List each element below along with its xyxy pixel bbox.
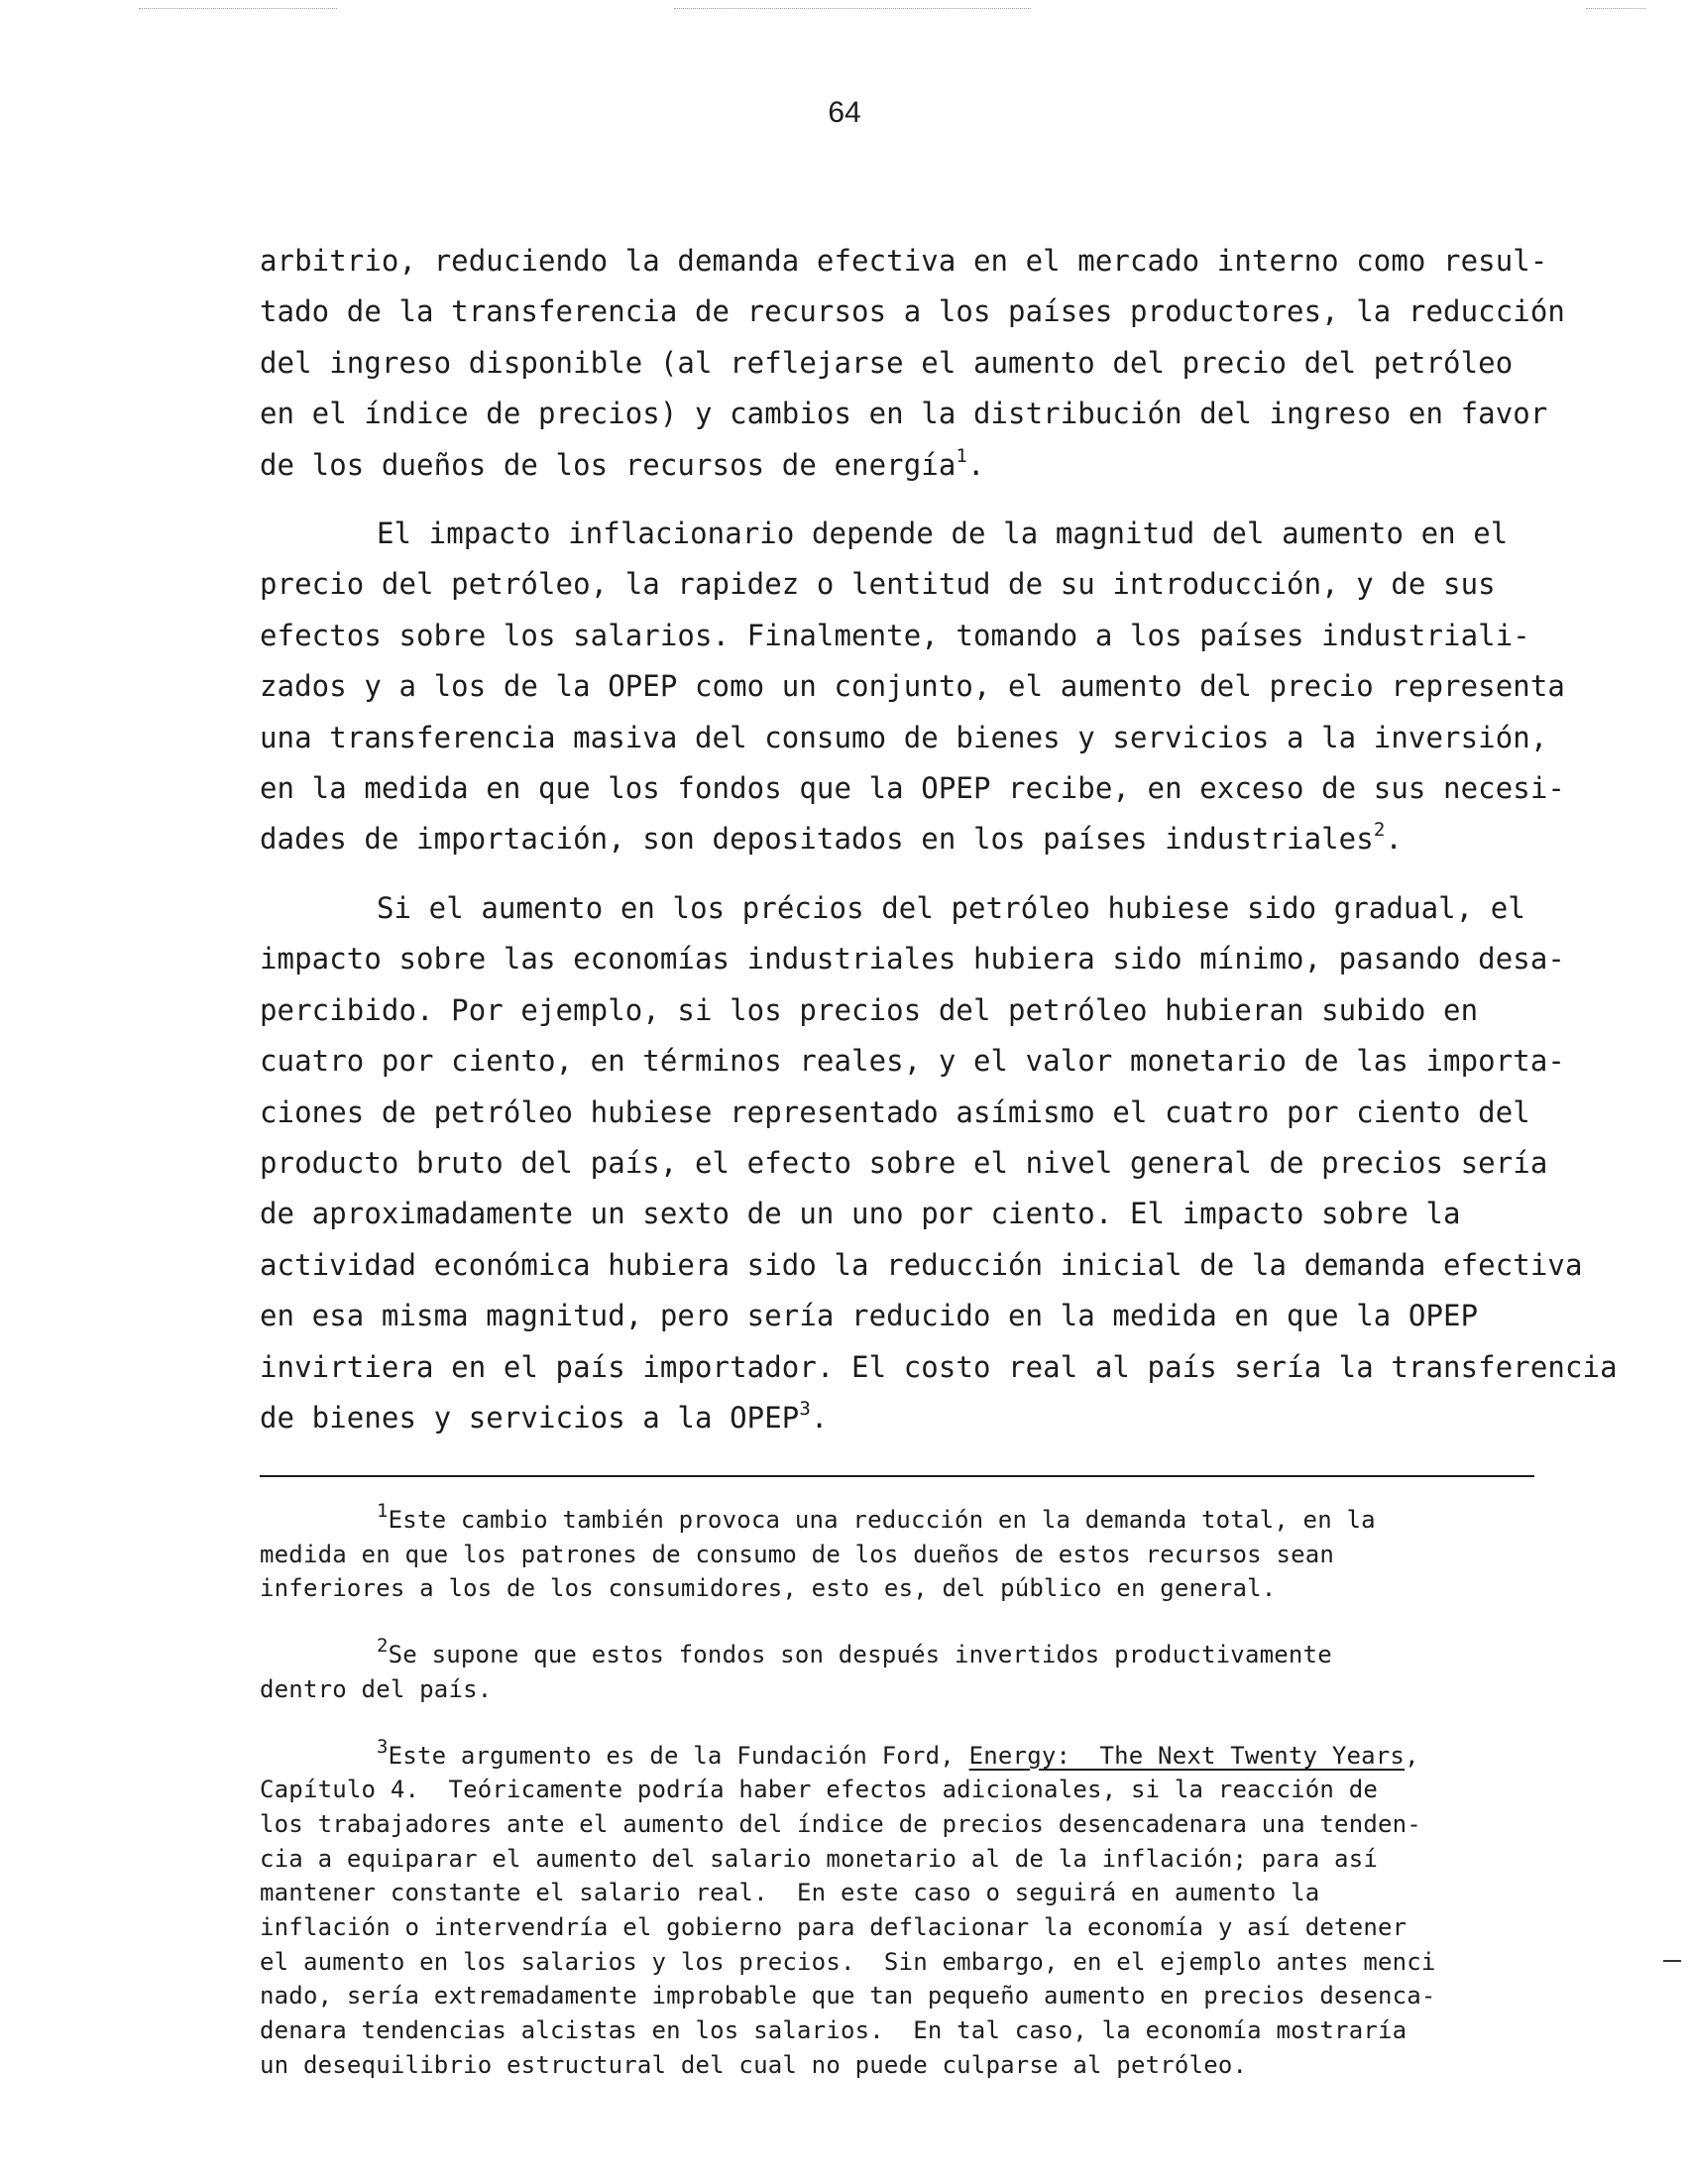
text-line-end: dades de importación, son depositados en los países industriales bbox=[260, 822, 1374, 857]
text-line bbox=[260, 814, 1618, 864]
paragraph-3 bbox=[260, 883, 1618, 1443]
footnote-line: mantener constante el salario real. En este caso o seguirá en aumento la bbox=[260, 1879, 1320, 1907]
text-line bbox=[260, 440, 1618, 491]
footnote-ref: 1 bbox=[956, 444, 967, 467]
text-line: en la medida en que los fondos que la OPEP recibe, en exceso de sus necesi- bbox=[260, 771, 1565, 806]
footnote-ref: 2 bbox=[1373, 819, 1386, 842]
text-line: del ingreso disponible (al reflejarse el aumento del precio del petróleo bbox=[260, 345, 1514, 380]
footnote-line bbox=[260, 1500, 1436, 1538]
footnote-line: dentro del país. bbox=[260, 1674, 493, 1703]
footnote-3 bbox=[260, 1735, 1436, 2083]
text-line: producto bruto del país, el efecto sobre el nivel general de precios sería bbox=[260, 1145, 1548, 1180]
page-number: 64 bbox=[828, 96, 861, 129]
text-line-end: de bienes y servicios a la OPEP bbox=[260, 1400, 800, 1435]
footnote-divider bbox=[260, 1475, 1534, 1477]
footnote-mark: 3 bbox=[377, 1735, 389, 1758]
footnote-line bbox=[260, 1735, 1436, 1774]
footnote-text: Este argumento es de la Fundación Ford, bbox=[388, 1741, 969, 1770]
text-line: arbitrio, reduciendo la demanda efectiva en el mercado interno como resul- bbox=[260, 244, 1548, 278]
footnote-line bbox=[260, 1635, 1436, 1672]
scan-mark-top-right bbox=[1586, 8, 1645, 9]
body-text bbox=[260, 236, 1618, 1461]
text-line: en esa misma magnitud, pero sería reducido en la medida en que la OPEP bbox=[260, 1299, 1479, 1333]
footnote-line: inflación o intervendría el gobierno para deflacionar la economía y así detener bbox=[260, 1913, 1408, 1942]
text-line: invirtiera en el país importador. El costo real al país sería la transferencia bbox=[260, 1349, 1618, 1384]
footnote-line: medida en que los patrones de consumo de los dueños de estos recursos sean bbox=[260, 1540, 1335, 1568]
text-line: percibido. Por ejemplo, si los precios del petróleo hubieran subido en bbox=[260, 992, 1479, 1027]
footnote-ref: 3 bbox=[799, 1397, 811, 1420]
text-line: de aproximadamente un sexto de un uno por ciento. El impacto sobre la bbox=[260, 1197, 1461, 1231]
text-line bbox=[260, 1393, 1618, 1443]
paragraph-1 bbox=[260, 236, 1618, 491]
text-line: tado de la transferencia de recursos a los países productores, la reducción bbox=[260, 294, 1565, 329]
paragraph-2 bbox=[260, 509, 1618, 865]
text-line: actividad económica hubiera sido la reducción inicial de la demanda efectiva bbox=[260, 1247, 1583, 1282]
footnote-line: denara tendencias alcistas en los salarios. En tal caso, la economía mostraría bbox=[260, 2016, 1408, 2045]
text-line: El impacto inflacionario depende de la magnitud del aumento en el bbox=[377, 517, 1509, 551]
scan-mark-top-center bbox=[674, 8, 1031, 9]
footnote-2 bbox=[260, 1635, 1436, 1706]
footnote-mark: 2 bbox=[377, 1635, 389, 1658]
text-line: zados y a los de la OPEP como un conjunto, el aumento del precio representa bbox=[260, 669, 1565, 704]
footnote-line: un desequilibrio estructural del cual no puede culparse al petróleo. bbox=[260, 2050, 1248, 2079]
margin-dash bbox=[1663, 1960, 1681, 1962]
text-line: ciones de petróleo hubiese representado asímismo el cuatro por ciento del bbox=[260, 1094, 1530, 1129]
text-punct: . bbox=[966, 447, 985, 482]
text-line: cuatro por ciento, en términos reales, y el valor monetario de las importa- bbox=[260, 1044, 1565, 1079]
footnote-mark: 1 bbox=[377, 1500, 389, 1522]
text-line: en el índice de precios) y cambios en la distribución del ingreso en favor bbox=[260, 397, 1548, 431]
footnotes bbox=[260, 1500, 1436, 2115]
cited-title: Energy: The Next Twenty Years bbox=[968, 1741, 1406, 1770]
footnote-text: Este cambio también provoca una reducción en la demanda total, en la bbox=[388, 1506, 1376, 1534]
footnote-line: los trabajadores ante el aumento del índice de precios desencadenara una tenden- bbox=[260, 1809, 1421, 1838]
footnote-text: Se supone que estos fondos son después invertidos productivamente bbox=[388, 1641, 1332, 1669]
scan-mark-top-left bbox=[139, 8, 337, 9]
text-punct: . bbox=[1385, 822, 1403, 857]
text-line: efectos sobre los salarios. Finalmente, tomando a los países industriali- bbox=[260, 618, 1530, 652]
text-line: una transferencia masiva del consumo de bienes y servicios a la inversión, bbox=[260, 720, 1548, 754]
text-line: precio del petróleo, la rapidez o lentitud de su introducción, y de sus bbox=[260, 567, 1496, 602]
text-punct: . bbox=[810, 1400, 829, 1435]
text-line: Si el aumento en los précios del petróleo hubiese sido gradual, el bbox=[377, 890, 1525, 925]
footnote-line: nado, sería extremadamente improbable que tan pequeño aumento en precios desenca- bbox=[260, 1982, 1436, 2011]
footnote-line: Capítulo 4. Teóricamente podría haber efectos adicionales, si la reacción de bbox=[260, 1776, 1378, 1804]
footnote-line: cia a equiparar el aumento del salario monetario al de la inflación; para así bbox=[260, 1844, 1378, 1873]
text-line: impacto sobre las economías industriales hubiera sido mínimo, pasando desa- bbox=[260, 942, 1565, 977]
footnote-1 bbox=[260, 1500, 1436, 1606]
footnote-line: inferiores a los de los consumidores, esto es, del público en general. bbox=[260, 1574, 1277, 1603]
footnote-line: el aumento en los salarios y los precios. Sin embargo, en el ejemplo antes menci bbox=[260, 1947, 1436, 1976]
text-line-end: de los dueños de los recursos de energía bbox=[260, 447, 957, 482]
footnote-punct: , bbox=[1405, 1741, 1419, 1770]
